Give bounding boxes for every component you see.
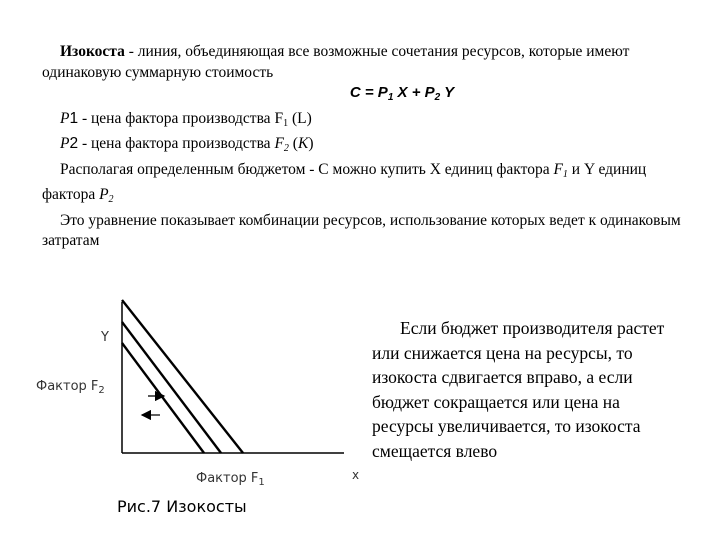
x-axis-label: x [352,468,360,482]
isocost-formula: $C = P_1$ $X + P_2$ Y [349,84,455,103]
p2-definition: P2 - цена фактора производства $F_2$ (K) [60,135,314,154]
side-text: Если бюджет производителя растет или снижается цена на ресурсы, то изокоста сдвигается вправо, а если бюджет сокращается или цена на ресурсы увеличивается, то изокоста смещается влево [372,318,665,461]
x-factor-label: Фактор $F_1$ [196,471,265,488]
budget-paragraph: Располагая определенным бюджетом - С можно купить X единиц фактора $F_1$ и Y единиц фактора $P_2$ [42,160,647,205]
definition-term: Изокоста [60,43,125,60]
side-explanation [372,316,672,463]
equation-note: Это уравнение показывает комбинации ресурсов, использование которых ведет к одинаковым затратам [42,211,681,249]
isocost-line-1 [122,343,204,453]
y-axis-label: Y [101,330,109,345]
figure-caption: Рис.7 Изокосты [117,497,247,516]
p1-definition: P1 - цена фактора производства $F_1$ (L) [60,109,312,129]
definition-paragraph [42,42,682,83]
y-factor-label: Фактор $F_2$ [36,379,105,396]
isocost-line-2 [122,322,221,453]
isocost-line-3 [122,300,243,453]
text-block [42,42,682,252]
definition-text: - линия, объединяющая все возможные сочетания ресурсов, которые имеют одинаковую суммарную стоимость [42,43,630,81]
